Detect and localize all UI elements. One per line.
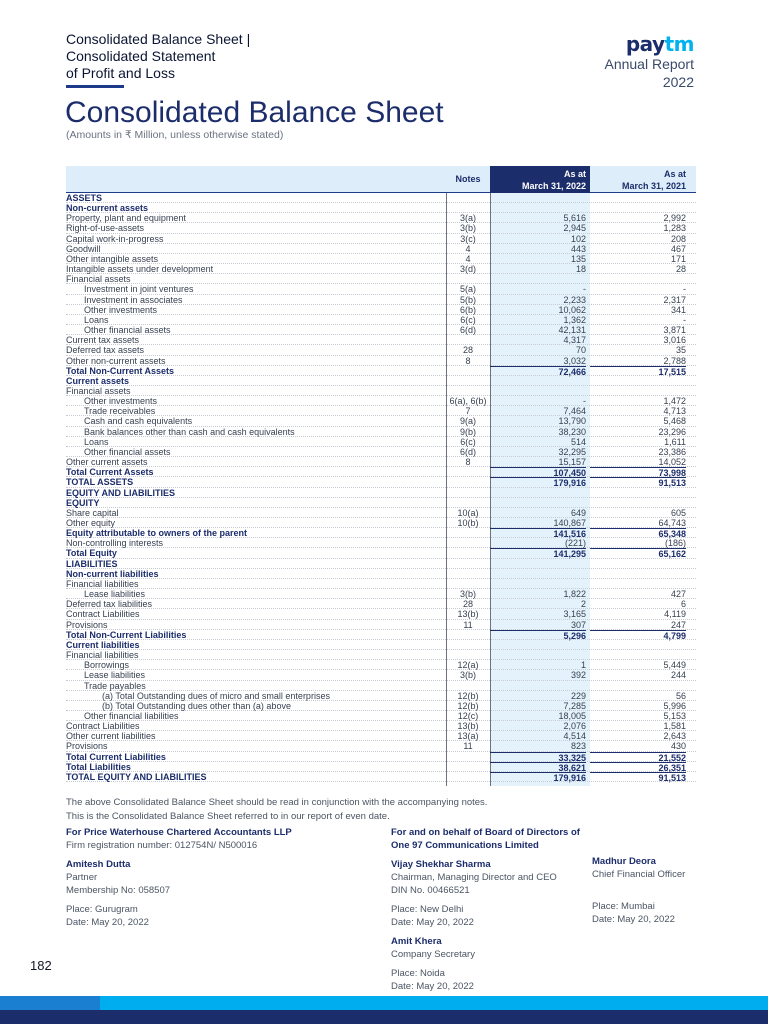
row-label: Capital work-in-progress [66, 233, 164, 244]
row-value-2021: 65,348 [590, 528, 686, 539]
row-label: Goodwill [66, 243, 101, 254]
row-value-2021: 3,871 [663, 325, 686, 336]
row-value-2021: 23,386 [658, 446, 686, 457]
row-value-2022: 38,621 [490, 762, 586, 773]
row-value-2022: 823 [570, 741, 586, 752]
balance-sheet-table [66, 166, 696, 782]
table-row [66, 498, 696, 508]
row-label: Provisions [66, 741, 108, 752]
table-row [66, 396, 696, 406]
row-value-2022: 3,032 [563, 355, 586, 366]
row-note: 5(a) [459, 284, 476, 295]
row-value-2022: - [583, 396, 586, 407]
row-value-2022: 4,317 [563, 335, 586, 346]
row-label: Right-of-use-assets [66, 223, 145, 234]
row-label: Other intangible assets [66, 253, 159, 264]
row-label: Bank balances other than cash and cash equivalents [84, 426, 295, 437]
row-note: 6(d) [459, 446, 476, 457]
table-row [66, 315, 696, 325]
row-note: 5(b) [459, 294, 476, 305]
table-row [66, 772, 696, 782]
paytm-logo [604, 34, 694, 54]
row-value-2022: 2,945 [563, 223, 586, 234]
row-label: Contract Liabilities [66, 609, 140, 620]
table-row [66, 213, 696, 223]
footnote-line: The above Consolidated Balance Sheet should be read in conjunction with the accompanying notes. [66, 797, 488, 808]
table-row [66, 284, 696, 294]
row-label: Financial liabilities [66, 650, 139, 661]
row-value-2021: 21,552 [590, 752, 686, 763]
row-note: 6(d) [459, 325, 476, 336]
table-row [66, 345, 696, 355]
table-row [66, 467, 696, 477]
row-note: 13(a) [457, 731, 479, 742]
table-row [66, 711, 696, 721]
row-value-2022: 70 [575, 345, 586, 356]
row-value-2021: 5,468 [663, 416, 686, 427]
table-row [66, 681, 696, 691]
row-value-2021: 208 [670, 233, 686, 244]
row-label: TOTAL EQUITY AND LIABILITIES [66, 771, 207, 782]
row-note: 13(b) [457, 609, 479, 620]
table-row [66, 376, 696, 386]
table-row [66, 599, 696, 609]
row-label: Borrowings [84, 660, 130, 671]
row-value-2022: 179,916 [490, 477, 586, 488]
row-label: Cash and cash equivalents [84, 416, 193, 427]
row-label: Other financial assets [84, 446, 171, 457]
row-value-2021: 35 [675, 345, 686, 356]
row-note: 11 [463, 741, 473, 752]
row-value-2021: 247 [670, 619, 686, 630]
board-signature [391, 826, 591, 993]
row-label: Current tax assets [66, 335, 140, 346]
table-row [66, 386, 696, 396]
row-label: Trade payables [84, 680, 146, 691]
row-note: 6(c) [460, 436, 476, 447]
row-value-2022: 443 [570, 243, 586, 254]
table-row [66, 660, 696, 670]
row-value-2022: 3,165 [563, 609, 586, 620]
row-label: Provisions [66, 619, 108, 630]
row-value-2022: 33,325 [490, 752, 586, 763]
row-label: TOTAL ASSETS [66, 477, 134, 488]
director-place: Place: New Delhi [391, 904, 464, 915]
row-note: 3(c) [460, 233, 476, 244]
spacer [592, 887, 752, 900]
row-value-2022: 18,005 [558, 710, 586, 721]
row-value-2021: 4,799 [590, 630, 686, 641]
table-row [66, 356, 696, 366]
row-value-2022: 140,867 [553, 518, 586, 528]
row-value-2021: 341 [670, 304, 686, 315]
table-row [66, 427, 696, 437]
row-value-2022: 141,295 [490, 548, 586, 559]
row-note: 6(a), 6(b) [449, 396, 487, 407]
row-value-2022: 392 [570, 670, 586, 681]
secretary-role: Company Secretary [391, 949, 475, 960]
row-value-2022: 4,514 [563, 731, 586, 742]
row-value-2021: 2,788 [663, 355, 686, 366]
row-label: Other current assets [66, 457, 148, 468]
cfo-signature [592, 855, 752, 926]
row-label: Total Current Assets [66, 467, 154, 478]
row-value-2021: 467 [670, 243, 686, 254]
row-value-2021: 3,016 [663, 335, 686, 346]
row-value-2022: 649 [570, 507, 586, 518]
table-row [66, 274, 696, 284]
row-value-2021: 244 [670, 670, 686, 681]
row-label: Other non-current assets [66, 355, 166, 366]
row-value-2021: - [683, 284, 686, 295]
table-row [66, 223, 696, 233]
table-row [66, 437, 696, 447]
row-value-2021: 6 [680, 599, 686, 610]
row-label: (a) Total Outstanding dues of micro and small enterprises [102, 690, 330, 701]
director-din: DIN No. 00466521 [391, 885, 470, 896]
table-row [66, 609, 696, 619]
row-value-2021: 28 [675, 264, 686, 275]
table-row [66, 579, 696, 589]
row-label: Total Non-Current Liabilities [66, 629, 187, 640]
report-year: 2022 [662, 74, 694, 90]
row-label: Lease liabilities [84, 670, 146, 681]
row-value-2021: 73,998 [590, 467, 686, 478]
row-value-2022: 2,233 [563, 294, 586, 305]
table-row [66, 741, 696, 751]
row-note: 13(b) [457, 721, 479, 732]
row-label: Other investments [84, 304, 158, 315]
row-note: 3(a) [459, 213, 476, 224]
table-row [66, 457, 696, 467]
row-label: LIABILITIES [66, 558, 118, 569]
row-label: Other current liabilities [66, 731, 156, 742]
row-label: Total Non-Current Assets [66, 365, 175, 376]
footer-band-light [0, 996, 768, 1010]
table-row [66, 752, 696, 762]
row-label: Investment in associates [84, 294, 183, 305]
secretary-date: Date: May 20, 2022 [391, 981, 474, 992]
row-label: Current liabilities [66, 639, 140, 650]
row-value-2021: 5,153 [663, 710, 686, 721]
row-note: 12(b) [457, 700, 479, 711]
row-note: 28 [462, 345, 473, 356]
brand-block [604, 34, 694, 90]
row-label: Total Equity [66, 548, 117, 559]
row-value-2021: - [683, 314, 686, 325]
row-value-2021: 1,472 [663, 396, 686, 407]
table-row [66, 548, 696, 558]
table-row [66, 295, 696, 305]
table-row [66, 254, 696, 264]
table-row [66, 620, 696, 630]
logo-tm: tm [664, 32, 694, 56]
row-label: Financial assets [66, 385, 131, 396]
row-value-2021: 171 [670, 253, 686, 264]
table-row [66, 701, 696, 711]
table-header [66, 166, 696, 193]
row-value-2021: 23,296 [658, 426, 686, 437]
footnote-line: This is the Consolidated Balance Sheet referred to in our report of even date. [66, 811, 390, 822]
row-label: Total Current Liabilities [66, 751, 166, 762]
table-row [66, 762, 696, 772]
table-row [66, 264, 696, 274]
table-row [66, 650, 696, 660]
row-label: Loans [84, 436, 109, 447]
row-note: 9(b) [459, 426, 476, 437]
row-label: Investment in joint ventures [84, 284, 194, 295]
row-note: 4 [465, 253, 471, 264]
table-row [66, 538, 696, 548]
footer-band-accent [0, 996, 100, 1010]
table-row [66, 244, 696, 254]
cfo-name: Madhur Deora [592, 856, 656, 867]
auditor-membership: Membership No: 058507 [66, 885, 171, 896]
table-row [66, 416, 696, 426]
row-value-2021: 26,351 [590, 762, 686, 773]
header-march-2022 [490, 166, 590, 193]
header-line: As at [663, 169, 686, 179]
row-note: 7 [465, 406, 471, 417]
table-row [66, 670, 696, 680]
table-row [66, 406, 696, 416]
report-title: Annual Report [604, 56, 694, 72]
row-value-2021: 1,283 [663, 223, 686, 234]
table-row [66, 488, 696, 498]
table-row [66, 630, 696, 640]
row-value-2022: - [583, 284, 586, 295]
row-value-2021: 14,052 [658, 457, 686, 468]
table-row [66, 477, 696, 487]
auditor-signature [66, 826, 376, 929]
row-value-2022: 229 [570, 690, 586, 701]
row-value-2022: 1,362 [563, 314, 586, 325]
row-value-2021: 4,713 [663, 406, 686, 417]
row-value-2021: 56 [675, 690, 686, 701]
row-label: Financial assets [66, 274, 131, 285]
row-value-2022: (221) [564, 538, 586, 549]
board-line: One 97 Communications Limited [391, 840, 539, 851]
row-note: 3(b) [459, 223, 476, 234]
row-value-2021: 91,513 [590, 477, 686, 488]
table-row [66, 569, 696, 579]
table-row [66, 721, 696, 731]
row-value-2022: 102 [570, 233, 586, 244]
row-value-2022: 135 [570, 253, 586, 264]
row-value-2022: 13,790 [558, 416, 586, 427]
table-row [66, 335, 696, 345]
row-label: EQUITY AND LIABILITIES [66, 487, 176, 498]
row-value-2021: 64,743 [658, 518, 686, 528]
row-note: 3(d) [459, 264, 476, 275]
row-value-2022: 2,076 [563, 721, 586, 732]
header-line: March 31, 2021 [621, 181, 686, 191]
row-value-2021: 427 [670, 589, 686, 600]
row-value-2022: 2 [580, 599, 586, 610]
row-label: Total Liabilities [66, 761, 131, 772]
director-role: Chairman, Managing Director and CEO [391, 872, 557, 883]
row-value-2022: 179,916 [490, 772, 586, 783]
row-label: Deferred tax liabilities [66, 599, 153, 610]
row-value-2022: 5,296 [490, 630, 586, 641]
row-value-2022: 18 [575, 264, 586, 275]
row-value-2022: 38,230 [558, 426, 586, 437]
row-label: Equity attributable to owners of the parent [66, 528, 248, 539]
row-label: Current assets [66, 375, 130, 386]
row-label: Share capital [66, 507, 119, 518]
row-label: Lease liabilities [84, 589, 146, 600]
row-value-2021: 605 [670, 507, 686, 518]
row-value-2022: 7,464 [563, 406, 586, 417]
table-row [66, 518, 696, 528]
auditor-date: Date: May 20, 2022 [66, 917, 149, 928]
row-value-2021: 5,996 [663, 700, 686, 711]
row-value-2021: 65,162 [590, 548, 686, 559]
section-title-line: of Profit and Loss [66, 65, 175, 81]
row-value-2022: 1 [580, 660, 586, 671]
row-value-2021: 5,449 [663, 660, 686, 671]
auditor-reg: Firm registration number: 012754N/ N500016 [66, 840, 258, 851]
director-name: Vijay Shekhar Sharma [391, 859, 491, 870]
auditor-name: Amitesh Dutta [66, 859, 131, 870]
row-value-2021: 4,119 [664, 609, 686, 620]
row-value-2022: 1,822 [563, 589, 586, 600]
row-note: 4 [465, 243, 471, 254]
auditor-role: Partner [66, 872, 98, 883]
row-label: Loans [84, 314, 109, 325]
row-label: Non-controlling interests [66, 538, 164, 549]
row-value-2021: 17,515 [590, 366, 686, 377]
row-value-2022: 32,295 [558, 446, 586, 457]
cfo-place: Place: Mumbai [592, 901, 655, 912]
row-label: Other financial assets [84, 325, 171, 336]
row-note: 3(b) [459, 589, 476, 600]
table-row [66, 731, 696, 741]
row-value-2021: 2,992 [663, 213, 686, 224]
logo-pay: pay [625, 32, 665, 56]
row-label: Contract Liabilities [66, 721, 140, 732]
table-row [66, 691, 696, 701]
row-value-2022: 5,616 [563, 213, 586, 224]
auditor-place: Place: Gurugram [66, 904, 138, 915]
page-number: 182 [30, 958, 52, 973]
table-row [66, 528, 696, 538]
director-date: Date: May 20, 2022 [391, 917, 474, 928]
row-value-2022: 514 [570, 436, 586, 447]
row-label: (b) Total Outstanding dues other than (a) above [102, 700, 291, 711]
row-label: Non-current liabilities [66, 568, 159, 579]
row-value-2022: 42,131 [558, 325, 586, 336]
section-header [66, 31, 326, 88]
row-value-2022: 107,450 [490, 467, 586, 478]
footnotes [66, 796, 487, 824]
header-march-2021 [590, 166, 690, 193]
row-label: Other financial liabilities [84, 710, 179, 721]
table-body [66, 193, 696, 782]
section-underline [66, 85, 124, 88]
row-note: 3(b) [459, 670, 476, 681]
row-note: 6(b) [459, 304, 476, 315]
row-note: 12(c) [457, 710, 479, 721]
header-line: As at [563, 169, 586, 179]
section-title-line: Consolidated Statement [66, 48, 216, 64]
cfo-role: Chief Financial Officer [592, 869, 686, 880]
row-value-2022: 141,516 [490, 528, 586, 539]
row-label: Trade receivables [84, 406, 156, 417]
row-label: Non-current assets [66, 203, 149, 214]
row-note: 11 [463, 619, 473, 630]
row-note: 12(a) [457, 660, 479, 671]
row-value-2022: 10,062 [558, 304, 586, 315]
table-row [66, 325, 696, 335]
page-subtitle: (Amounts in ₹ Million, unless otherwise stated) [66, 129, 284, 141]
table-row [66, 305, 696, 315]
table-row [66, 640, 696, 650]
board-line: For and on behalf of Board of Directors of [391, 827, 580, 838]
row-label: Property, plant and equipment [66, 213, 186, 224]
row-note: 10(b) [457, 518, 479, 528]
table-row [66, 589, 696, 599]
header-notes: Notes [455, 174, 481, 184]
row-value-2021: 430 [670, 741, 686, 752]
secretary-place: Place: Noida [391, 968, 445, 979]
table-row [66, 508, 696, 518]
table-row [66, 203, 696, 213]
table-row [66, 366, 696, 376]
row-note: 12(b) [457, 690, 479, 701]
footer-band-dark [0, 1010, 768, 1024]
row-label: Intangible assets under development [66, 264, 214, 275]
auditor-firm: For Price Waterhouse Chartered Accountants LLP [66, 827, 292, 838]
row-note: 28 [462, 599, 473, 610]
table-row [66, 559, 696, 569]
row-value-2021: (186) [664, 538, 686, 549]
table-row [66, 447, 696, 457]
row-note: 8 [465, 355, 471, 366]
row-value-2022: 15,157 [558, 457, 586, 468]
header-line: March 31, 2022 [521, 181, 586, 191]
row-value-2021: 1,611 [664, 436, 686, 447]
row-label: EQUITY [66, 497, 100, 508]
row-value-2021: 1,581 [663, 721, 686, 732]
row-value-2021: 2,317 [663, 294, 686, 305]
row-value-2021: 2,643 [663, 731, 686, 742]
row-label: Other equity [66, 518, 116, 528]
table-row [66, 234, 696, 244]
page-title: Consolidated Balance Sheet [65, 96, 444, 129]
row-value-2022: 72,466 [490, 366, 586, 377]
secretary-name: Amit Khera [391, 936, 442, 947]
row-label: Deferred tax assets [66, 345, 145, 356]
row-note: 10(a) [457, 507, 479, 518]
table-row [66, 193, 696, 203]
row-note: 6(c) [460, 314, 476, 325]
row-label: ASSETS [66, 193, 103, 203]
row-value-2021: 91,513 [590, 772, 686, 783]
row-value-2022: 307 [570, 619, 586, 630]
row-note: 8 [465, 457, 471, 468]
row-note: 9(a) [459, 416, 476, 427]
section-title-line: Consolidated Balance Sheet | [66, 31, 251, 47]
row-value-2022: 7,285 [563, 700, 586, 711]
row-label: Financial liabilities [66, 578, 139, 589]
cfo-date: Date: May 20, 2022 [592, 914, 675, 925]
row-label: Other investments [84, 396, 158, 407]
